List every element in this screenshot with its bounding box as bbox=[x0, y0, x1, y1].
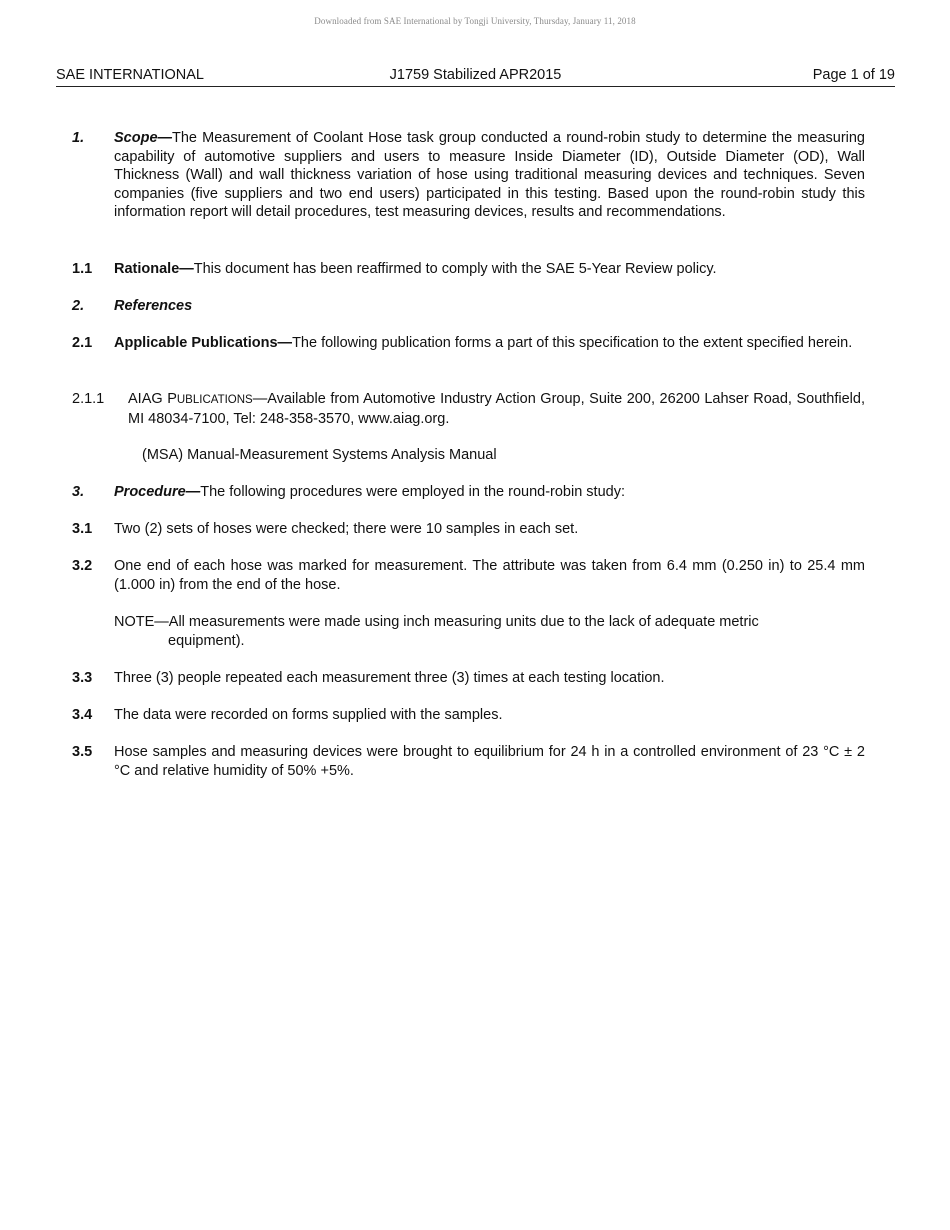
section-number: 3.4 bbox=[72, 707, 93, 723]
page-number: Page 1 of 19 bbox=[812, 67, 895, 83]
section-body bbox=[114, 129, 865, 222]
download-watermark: Downloaded from SAE International by Tongji University, Thursday, January 11, 2018 bbox=[314, 16, 636, 26]
section-body bbox=[114, 483, 865, 502]
section-number: 2.1.1 bbox=[72, 391, 105, 407]
section-body bbox=[114, 297, 865, 316]
document-id: J1759 Stabilized APR2015 bbox=[389, 67, 562, 83]
section-3-4 bbox=[72, 706, 865, 725]
section-text: The following procedures were employed in the round-robin study: bbox=[200, 484, 625, 500]
section-references bbox=[72, 297, 865, 316]
section-text: Two (2) sets of hoses were checked; there were 10 samples in each set. bbox=[114, 521, 579, 537]
section-3-2 bbox=[72, 557, 865, 594]
publication-item: (MSA) Manual-Measurement Systems Analysis Manual bbox=[142, 447, 497, 463]
section-number: 3.2 bbox=[72, 558, 93, 574]
section-text: Three (3) people repeated each measurement three (3) times at each testing location. bbox=[114, 670, 665, 686]
section-body bbox=[128, 390, 865, 428]
section-text: —Available from Automotive Industry Action Group, Suite 200, 26200 Lahser Road, Southfield, MI 48034-7100, Tel: 248-358-3570, www.aiag.org. bbox=[128, 391, 865, 427]
section-aiag-publications bbox=[72, 390, 865, 428]
note-line-2: equipment). bbox=[168, 632, 245, 649]
section-text: One end of each hose was marked for measurement. The attribute was taken from 6.4 mm (0.250 in) to 25.4 mm (1.000 in) from the end of the hose. bbox=[114, 558, 865, 593]
section-number: 3.1 bbox=[72, 521, 93, 537]
section-text: The Measurement of Coolant Hose task group conducted a round-robin study to determine the measuring capability of automotive suppliers and users to measure Inside Diameter (ID), Outside Diameter (OD), Wall Thickness (Wall) and wall thickness variation of hose using traditional measuring devices and techniques. Seven companies (five suppliers and two end users) participated in this testing. Based upon the round-robin study this information report will detail procedures, test measuring devices, results and recommendations. bbox=[114, 130, 865, 220]
section-3-3 bbox=[72, 669, 865, 688]
section-title-initial: AIAG P bbox=[128, 391, 177, 407]
section-number: 2. bbox=[72, 298, 85, 314]
section-applicable-publications bbox=[72, 334, 865, 353]
section-3-5 bbox=[72, 743, 865, 780]
section-body bbox=[114, 260, 865, 279]
note-line-1: NOTE—All measurements were made using inch measuring units due to the lack of adequate metric bbox=[114, 614, 759, 630]
section-title: References bbox=[114, 298, 193, 314]
section-title-smallcaps: UBLICATIONS bbox=[176, 394, 253, 406]
section-title: Procedure— bbox=[114, 484, 201, 500]
section-procedure bbox=[72, 483, 865, 502]
section-number: 3.3 bbox=[72, 670, 93, 686]
section-number: 2.1 bbox=[72, 335, 93, 351]
section-title: Rationale— bbox=[114, 261, 194, 277]
section-number: 1. bbox=[72, 130, 85, 146]
section-number: 3. bbox=[72, 484, 85, 500]
section-3-1 bbox=[72, 520, 865, 539]
section-scope bbox=[72, 129, 865, 222]
section-number: 3.5 bbox=[72, 744, 93, 760]
page-header bbox=[56, 66, 895, 87]
section-text: Hose samples and measuring devices were brought to equilibrium for 24 h in a controlled environment of 23 °C ± 2 °C and relative humidity of 50% +5%. bbox=[114, 744, 865, 779]
publisher-name: SAE INTERNATIONAL bbox=[56, 67, 204, 83]
section-title: Scope— bbox=[114, 130, 173, 146]
note-block bbox=[114, 613, 865, 650]
section-title: Applicable Publications— bbox=[114, 335, 293, 351]
section-text: The following publication forms a part of this specification to the extent specified herein. bbox=[292, 335, 853, 351]
section-text: The data were recorded on forms supplied with the samples. bbox=[114, 707, 503, 723]
section-body bbox=[114, 334, 865, 353]
section-number: 1.1 bbox=[72, 261, 93, 277]
section-rationale bbox=[72, 260, 865, 279]
section-text: This document has been reaffirmed to comply with the SAE 5-Year Review policy. bbox=[193, 261, 717, 277]
